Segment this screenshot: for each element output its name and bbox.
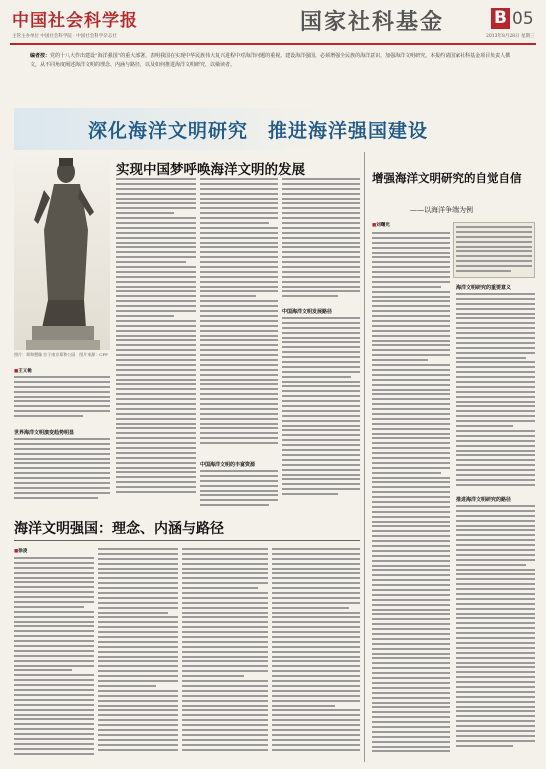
editor-note-text: 党的十八大作出建设“海洋强国”的重大部署，表明我国在实现中华民族伟大复兴进程中对海洋问题的重视。建设海洋强国，必须增强全民族的海洋意识，加强海洋文明研究。本报约请国家社科基金项目负责人撰文，从不同角度阐述海洋文明的理念、内涵与路径，以及如何推进海洋文明研究，以飨读者。 xyxy=(30,53,511,68)
article3-col4 xyxy=(272,548,360,762)
article3-col2 xyxy=(98,548,178,762)
article1-col3b xyxy=(200,470,278,508)
section-title: 国家社科基金 xyxy=(300,9,445,35)
article2-sidebar-text xyxy=(456,226,532,276)
article1-col4a xyxy=(282,178,360,308)
article1-col1a xyxy=(14,376,110,426)
article2-subhead-1: 海洋文明研究的重要意义 xyxy=(456,285,512,291)
article1-subhead-1: 世界海洋文明演变趋势明显 xyxy=(14,430,75,436)
masthead-rule xyxy=(10,43,536,45)
page-headline: 深化海洋文明研究 推进海洋强国建设 xyxy=(88,120,429,142)
article2-col2a xyxy=(456,293,535,493)
article3-title: 海洋文明强国：理念、内涵与路径 xyxy=(14,521,224,537)
issue-date: 2013年8月28日 星期三 xyxy=(486,34,535,39)
article3-rule xyxy=(14,540,360,541)
article2-subtitle: ——以海洋争端为例 xyxy=(410,206,473,214)
newspaper-logo: 中国社会科学报 xyxy=(12,11,138,31)
masthead xyxy=(0,0,546,48)
article3-col1 xyxy=(14,557,94,762)
zheng-he-statue-photo xyxy=(14,150,110,350)
article1-subhead-3: 中国海洋文明发展路径 xyxy=(282,309,333,315)
column-divider xyxy=(364,152,365,762)
article1-col3a xyxy=(200,178,278,458)
article3-author: ■ 徐凌 xyxy=(14,548,27,554)
article1-author: ■ 王义桅 xyxy=(14,368,32,374)
page-number: 05 xyxy=(512,9,534,29)
publisher-line: 主管主办单位 中国社会科学院 · 中国社会科学杂志社 xyxy=(12,34,117,39)
editor-note-label: 编者按： xyxy=(30,53,51,59)
article2-subhead-2: 推进海洋文明研究的路径 xyxy=(456,497,512,503)
article1-col4b xyxy=(282,317,360,508)
article1-title: 实现中国梦呼唤海洋文明的发展 xyxy=(116,162,305,178)
article1-col1b xyxy=(14,438,110,508)
article3-col3 xyxy=(182,548,268,762)
photo-caption: 图片：郑和塑像 位于南京郑和公园 图片来源：CFP xyxy=(14,352,108,357)
article2-col2b xyxy=(456,505,535,760)
article2-title: 增强海洋文明研究的自觉自信 xyxy=(372,171,522,185)
article2-col1 xyxy=(372,232,450,752)
page-letter: B xyxy=(491,8,510,29)
article1-col2 xyxy=(116,178,196,508)
editor-note xyxy=(30,52,516,96)
article1-subhead-2: 中国海洋文明的丰富资源 xyxy=(200,462,256,468)
article2-author: ■ 刘曙光 xyxy=(372,222,390,228)
